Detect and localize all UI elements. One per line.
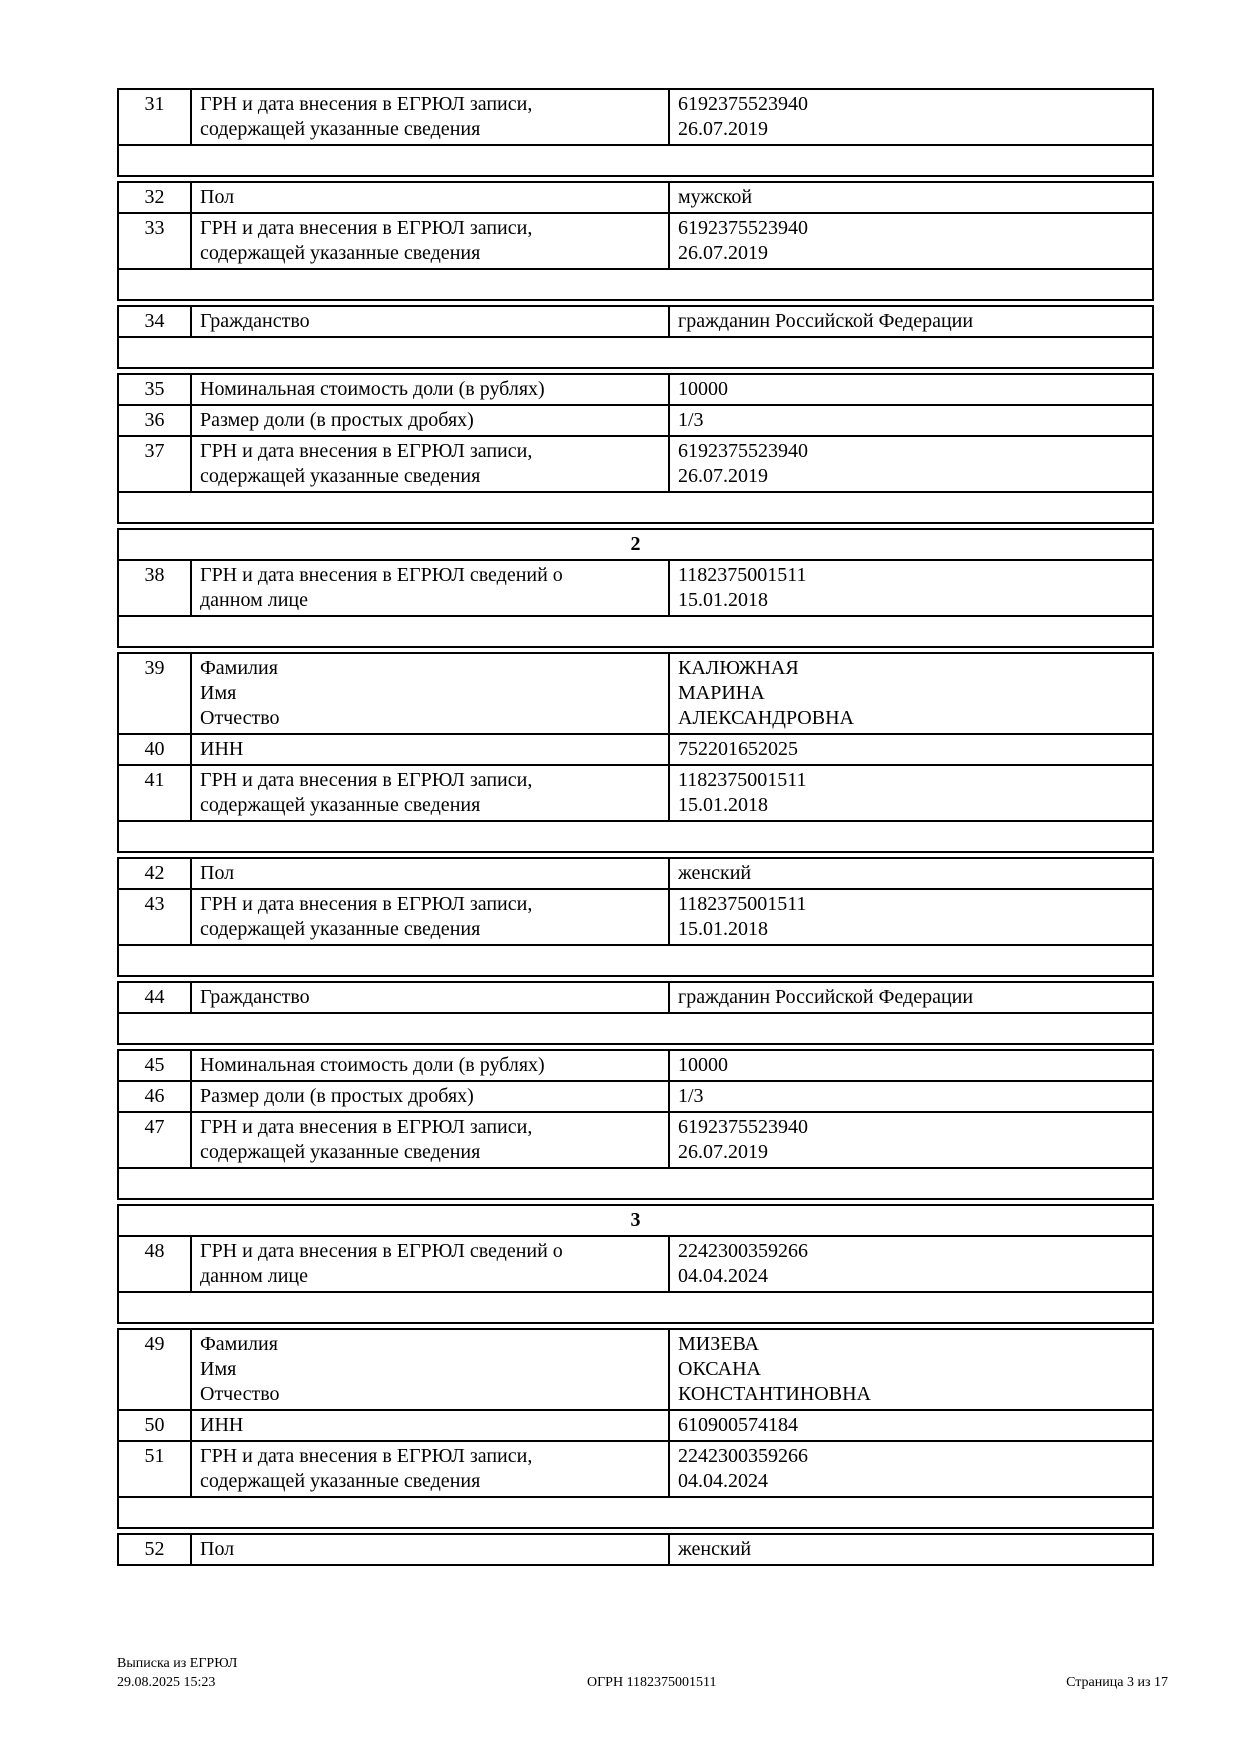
field-label: Гражданство <box>191 306 669 337</box>
field-label: ГРН и дата внесения в ЕГРЮЛ записи, содержащей указанные сведения <box>191 213 669 269</box>
field-value: женский <box>669 1534 1153 1565</box>
row-number: 42 <box>118 858 191 889</box>
row-number: 32 <box>118 182 191 213</box>
field-label: ИНН <box>191 1410 669 1441</box>
field-value: 1182375001511 15.01.2018 <box>669 889 1153 945</box>
spacer-cell <box>118 492 1153 523</box>
table-row <box>118 213 1153 269</box>
field-label: Пол <box>191 858 669 889</box>
field-label: Номинальная стоимость доли (в рублях) <box>191 1050 669 1081</box>
spacer-row <box>118 337 1153 368</box>
row-number: 36 <box>118 405 191 436</box>
field-value: 10000 <box>669 374 1153 405</box>
table-block <box>117 981 1154 1045</box>
table-row <box>118 1112 1153 1168</box>
table-blocks <box>117 88 1152 1570</box>
spacer-row <box>118 1168 1153 1199</box>
row-number: 34 <box>118 306 191 337</box>
table-row <box>118 306 1153 337</box>
row-number: 47 <box>118 1112 191 1168</box>
field-label: Номинальная стоимость доли (в рублях) <box>191 374 669 405</box>
table-row <box>118 1050 1153 1081</box>
field-label: ГРН и дата внесения в ЕГРЮЛ записи, содержащей указанные сведения <box>191 89 669 145</box>
field-value: 1/3 <box>669 405 1153 436</box>
spacer-cell <box>118 337 1153 368</box>
table-block <box>117 181 1154 301</box>
table-block <box>117 1049 1154 1200</box>
field-value: гражданин Российской Федерации <box>669 306 1153 337</box>
field-label: ГРН и дата внесения в ЕГРЮЛ сведений о данном лице <box>191 560 669 616</box>
table-block <box>117 857 1154 977</box>
row-number: 37 <box>118 436 191 492</box>
row-number: 41 <box>118 765 191 821</box>
spacer-cell <box>118 1292 1153 1323</box>
row-number: 39 <box>118 653 191 734</box>
field-value: 752201652025 <box>669 734 1153 765</box>
field-value: 6192375523940 26.07.2019 <box>669 89 1153 145</box>
table-block <box>117 88 1154 177</box>
field-value: 2242300359266 04.04.2024 <box>669 1441 1153 1497</box>
field-label: Фамилия Имя Отчество <box>191 653 669 734</box>
field-value: 6192375523940 26.07.2019 <box>669 213 1153 269</box>
spacer-row <box>118 1497 1153 1528</box>
table-row <box>118 405 1153 436</box>
footer-ogrn: ОГРН 1182375001511 <box>586 1675 717 1690</box>
spacer-row <box>118 1292 1153 1323</box>
row-number: 43 <box>118 889 191 945</box>
section-header-row <box>118 529 1153 560</box>
row-number: 51 <box>118 1441 191 1497</box>
table-block <box>117 1328 1154 1529</box>
row-number: 31 <box>118 89 191 145</box>
table-block <box>117 373 1154 524</box>
row-number: 40 <box>118 734 191 765</box>
field-value: женский <box>669 858 1153 889</box>
section-header: 2 <box>118 529 1153 560</box>
table-block <box>117 528 1154 648</box>
table-row <box>118 1236 1153 1292</box>
table-row <box>118 560 1153 616</box>
spacer-row <box>118 616 1153 647</box>
field-label: ГРН и дата внесения в ЕГРЮЛ сведений о данном лице <box>191 1236 669 1292</box>
field-label: ГРН и дата внесения в ЕГРЮЛ записи, содержащей указанные сведения <box>191 1112 669 1168</box>
row-number: 49 <box>118 1329 191 1410</box>
spacer-cell <box>118 945 1153 976</box>
section-header-row <box>118 1205 1153 1236</box>
spacer-row <box>118 945 1153 976</box>
spacer-cell <box>118 1168 1153 1199</box>
field-label: Размер доли (в простых дробях) <box>191 405 669 436</box>
field-label: ГРН и дата внесения в ЕГРЮЛ записи, содержащей указанные сведения <box>191 889 669 945</box>
field-label: Гражданство <box>191 982 669 1013</box>
field-label: ГРН и дата внесения в ЕГРЮЛ записи, содержащей указанные сведения <box>191 765 669 821</box>
table-row <box>118 436 1153 492</box>
field-label: Пол <box>191 182 669 213</box>
spacer-row <box>118 1013 1153 1044</box>
spacer-row <box>118 269 1153 300</box>
table-row <box>118 89 1153 145</box>
field-value: гражданин Российской Федерации <box>669 982 1153 1013</box>
field-value: МИЗЕВА ОКСАНА КОНСТАНТИНОВНА <box>669 1329 1153 1410</box>
field-label: ИНН <box>191 734 669 765</box>
field-label: Фамилия Имя Отчество <box>191 1329 669 1410</box>
field-value: КАЛЮЖНАЯ МАРИНА АЛЕКСАНДРОВНА <box>669 653 1153 734</box>
field-value: 6192375523940 26.07.2019 <box>669 436 1153 492</box>
field-value: 6192375523940 26.07.2019 <box>669 1112 1153 1168</box>
spacer-cell <box>118 1013 1153 1044</box>
field-label: Размер доли (в простых дробях) <box>191 1081 669 1112</box>
row-number: 38 <box>118 560 191 616</box>
table-row <box>118 653 1153 734</box>
table-row <box>118 765 1153 821</box>
field-value: 10000 <box>669 1050 1153 1081</box>
spacer-row <box>118 492 1153 523</box>
table-row <box>118 1081 1153 1112</box>
spacer-cell <box>118 821 1153 852</box>
field-label: ГРН и дата внесения в ЕГРЮЛ записи, содержащей указанные сведения <box>191 1441 669 1497</box>
spacer-cell <box>118 269 1153 300</box>
footer-left <box>117 1654 237 1692</box>
table-row <box>118 734 1153 765</box>
field-value: 1182375001511 15.01.2018 <box>669 765 1153 821</box>
table-row <box>118 858 1153 889</box>
spacer-row <box>118 145 1153 176</box>
spacer-cell <box>118 1497 1153 1528</box>
row-number: 33 <box>118 213 191 269</box>
footer-page-number: Страница 3 из 17 <box>1066 1675 1168 1690</box>
table-row <box>118 1410 1153 1441</box>
row-number: 44 <box>118 982 191 1013</box>
table-row <box>118 1534 1153 1565</box>
field-label: Пол <box>191 1534 669 1565</box>
table-block <box>117 1533 1154 1566</box>
table-row <box>118 374 1153 405</box>
section-header: 3 <box>118 1205 1153 1236</box>
row-number: 35 <box>118 374 191 405</box>
footer-timestamp: 29.08.2025 15:23 <box>117 1675 216 1690</box>
field-value: 1182375001511 15.01.2018 <box>669 560 1153 616</box>
table-row <box>118 982 1153 1013</box>
field-value: 1/3 <box>669 1081 1153 1112</box>
field-value: 610900574184 <box>669 1410 1153 1441</box>
row-number: 48 <box>118 1236 191 1292</box>
spacer-cell <box>118 145 1153 176</box>
table-block <box>117 1204 1154 1324</box>
table-row <box>118 1329 1153 1410</box>
table-row <box>118 1441 1153 1497</box>
table-block <box>117 305 1154 369</box>
field-value: мужской <box>669 182 1153 213</box>
row-number: 46 <box>118 1081 191 1112</box>
table-row <box>118 182 1153 213</box>
footer-doc-title: Выписка из ЕГРЮЛ <box>117 1656 238 1671</box>
row-number: 50 <box>118 1410 191 1441</box>
spacer-row <box>118 821 1153 852</box>
row-number: 45 <box>118 1050 191 1081</box>
table-row <box>118 889 1153 945</box>
field-label: ГРН и дата внесения в ЕГРЮЛ записи, содержащей указанные сведения <box>191 436 669 492</box>
field-value: 2242300359266 04.04.2024 <box>669 1236 1153 1292</box>
spacer-cell <box>118 616 1153 647</box>
page-footer <box>117 1654 1168 1692</box>
table-block <box>117 652 1154 853</box>
row-number: 52 <box>118 1534 191 1565</box>
